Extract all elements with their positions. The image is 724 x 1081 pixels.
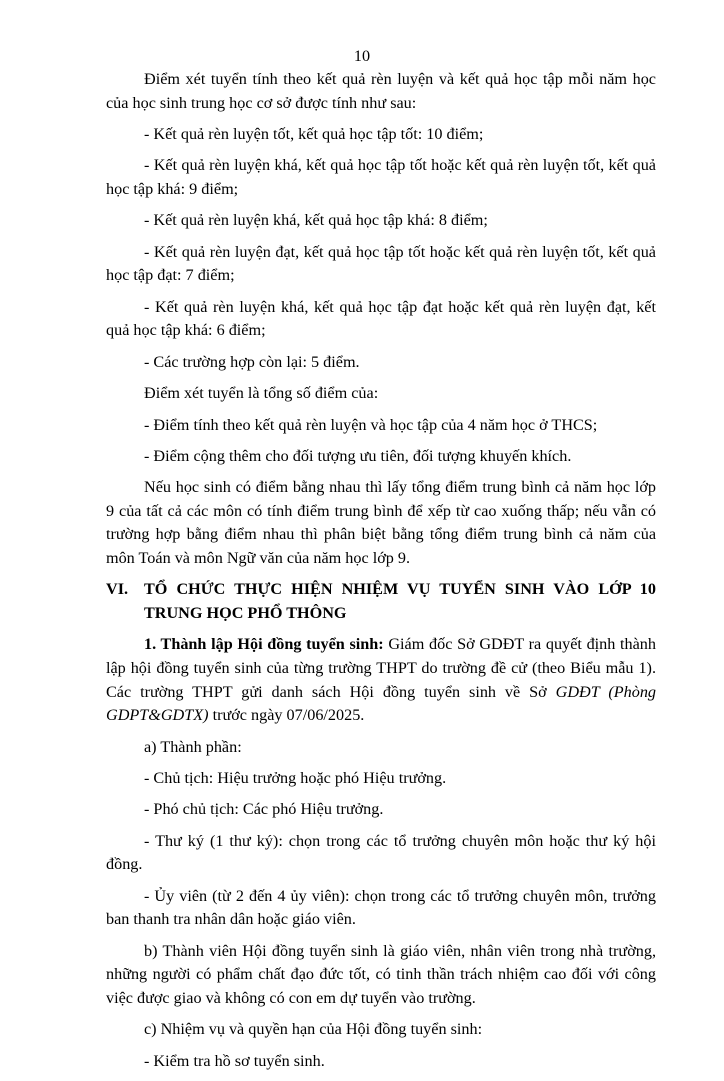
list-item: - Các trường hợp còn lại: 5 điểm. <box>144 352 360 371</box>
list-item: - Kiểm tra hồ sơ tuyển sinh. <box>144 1051 325 1070</box>
section-number: VI. <box>106 580 129 599</box>
paragraph-item-1 <box>106 633 656 727</box>
page-number: 10 <box>353 47 371 65</box>
paragraph: a) Thành phần: <box>144 737 242 756</box>
list-item: - Ủy viên (từ 2 đến 4 ủy viên): chọn trong các tổ trưởng chuyên môn, trưởng ban thanh tra nhân dân hoặc giáo viên. <box>106 886 656 929</box>
list-item: - Kết quả rèn luyện khá, kết quả học tập tốt hoặc kết quả rèn luyện tốt, kết quả học tập khá: 9 điểm; <box>106 156 656 198</box>
section-title: TỔ CHỨC THỰC HIỆN NHIỆM VỤ TUYỂN SINH VÀO LỚP 10 TRUNG HỌC PHỔ THÔNG <box>144 580 656 623</box>
item-label: 1. Thành lập Hội đồng tuyển sinh: <box>144 635 384 654</box>
paragraph: b) Thành viên Hội đồng tuyển sinh là giáo viên, nhân viên trong nhà trường, những người có phẩm chất đạo đức tốt, có tinh thần trách nhiệm cao đối với công việc được giao và không có con em dự tuyển vào trường. <box>106 941 656 1007</box>
list-item: - Thư ký (1 thư ký): chọn trong các tổ trưởng chuyên môn hoặc thư ký hội đồng. <box>106 831 656 874</box>
list-item: - Kết quả rèn luyện khá, kết quả học tập đạt hoặc kết quả rèn luyện đạt, kết quả học tập khá: 6 điểm; <box>106 297 656 340</box>
item-text: trước ngày 07/06/2025. <box>208 706 365 725</box>
paragraph: Điểm xét tuyển là tổng số điểm của: <box>144 384 379 403</box>
item-text-italic: GDĐT (Phòng GDPT&GDTX) <box>106 682 657 725</box>
list-item: - Kết quả rèn luyện tốt, kết quả học tập tốt: 10 điểm; <box>144 124 484 143</box>
paragraph: Nếu học sinh có điểm bằng nhau thì lấy tổng điểm trung bình cả năm học lớp 9 của tất cả các môn có tính điểm trung bình để xếp từ cao xuống thấp; nếu vẫn có trường hợp bằng điểm nhau thì phân biệt bằng tổng điểm trung bình cả năm của môn Toán và môn Ngữ văn của năm học lớp 9. <box>106 478 656 568</box>
paragraph: c) Nhiệm vụ và quyền hạn của Hội đồng tuyển sinh: <box>144 1020 483 1039</box>
list-item: - Chủ tịch: Hiệu trưởng hoặc phó Hiệu trưởng. <box>144 769 447 787</box>
document-body <box>106 68 656 1081</box>
section-heading <box>106 578 656 625</box>
list-item: - Điểm tính theo kết quả rèn luyện và học tập của 4 năm học ở THCS; <box>144 415 598 434</box>
paragraph: Điểm xét tuyển tính theo kết quả rèn luyện và kết quả học tập mỗi năm học của học sinh trung học cơ sở được tính như sau: <box>106 70 656 112</box>
item-text: Giám đốc Sở GDĐT ra quyết định thành lập hội đồng tuyển sinh của từng trường THPT do trường đề cử (theo Biểu mẫu 1). Các trường THPT gửi danh sách Hội đồng tuyển sinh về Sở <box>106 635 656 701</box>
list-item: - Phó chủ tịch: Các phó Hiệu trưởng. <box>144 800 384 819</box>
list-item: - Điểm cộng thêm cho đối tượng ưu tiên, đối tượng khuyến khích. <box>144 446 572 465</box>
list-item: - Kết quả rèn luyện khá, kết quả học tập khá: 8 điểm; <box>144 211 488 230</box>
list-item: - Kết quả rèn luyện đạt, kết quả học tập tốt hoặc kết quả rèn luyện tốt, kết quả học tập đạt: 7 điểm; <box>106 242 656 285</box>
